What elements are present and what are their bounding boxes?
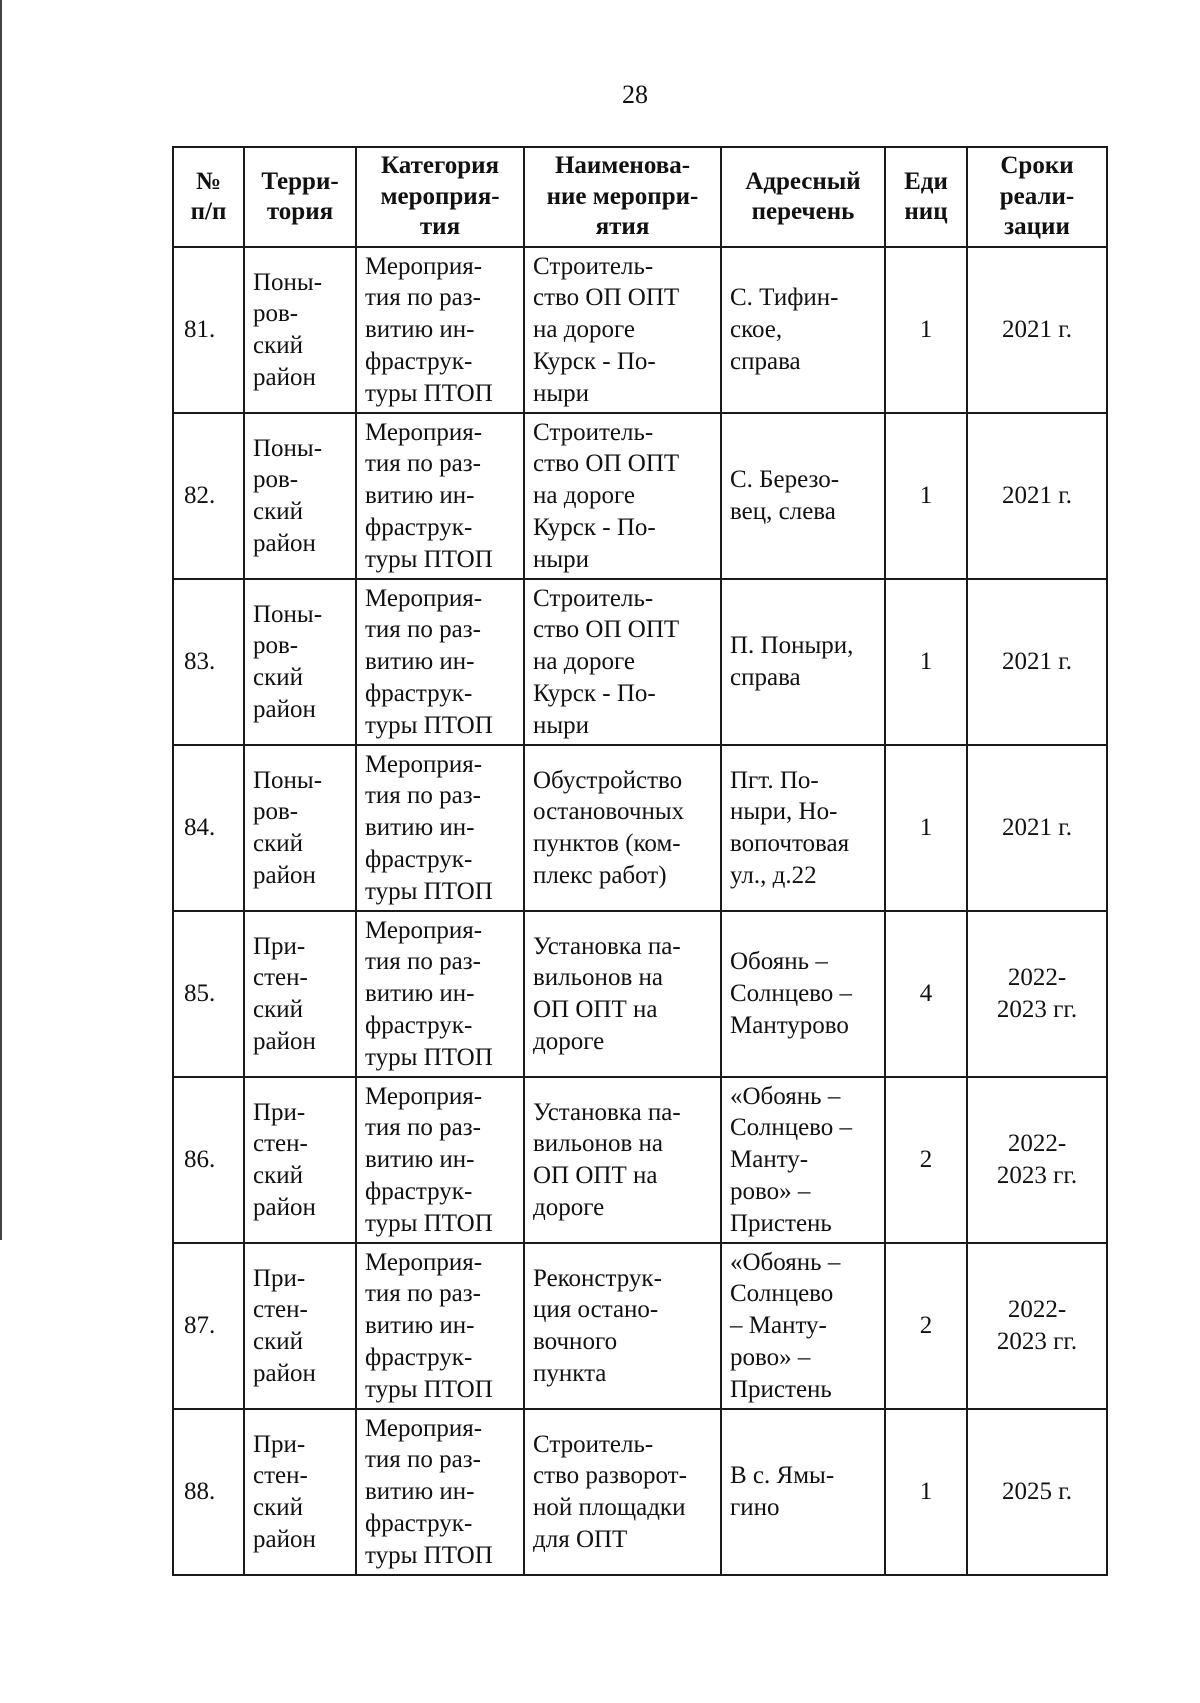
cell-number: 87. <box>173 1243 244 1409</box>
cell-units: 2 <box>885 1077 967 1243</box>
cell-event-name: Строитель- ство разворот- ной площадки для ОПТ <box>524 1409 721 1575</box>
cell-territory: При- стен- ский район <box>244 911 356 1077</box>
table-row <box>173 911 1107 1077</box>
cell-number: 84. <box>173 745 244 911</box>
cell-category: Мероприя- тия по раз- витию ин- фраструк- туры ПТОП <box>356 745 524 911</box>
table-row <box>173 1077 1107 1243</box>
table-header <box>173 147 1107 247</box>
cell-number: 88. <box>173 1409 244 1575</box>
cell-category: Мероприя- тия по раз- витию ин- фраструк- туры ПТОП <box>356 413 524 579</box>
cell-territory: Поны- ров- ский район <box>244 247 356 413</box>
cell-address: С. Тифин- ское, справа <box>721 247 885 413</box>
cell-address: Обоянь – Солнцево – Мантурово <box>721 911 885 1077</box>
header-cell-category: Категория мероприя- тия <box>356 147 524 247</box>
cell-address: С. Березо- вец, слева <box>721 413 885 579</box>
cell-period: 2021 г. <box>967 579 1107 745</box>
cell-category: Мероприя- тия по раз- витию ин- фраструк- туры ПТОП <box>356 1409 524 1575</box>
cell-event-name: Строитель- ство ОП ОПТ на дороге Курск - По- ныри <box>524 247 721 413</box>
cell-category: Мероприя- тия по раз- витию ин- фраструк- туры ПТОП <box>356 911 524 1077</box>
header-cell-event-name: Наименова- ние меропри- ятия <box>524 147 721 247</box>
cell-event-name: Обустройство остановочных пунктов (ком- плекс работ) <box>524 745 721 911</box>
table-row <box>173 247 1107 413</box>
cell-category: Мероприя- тия по раз- витию ин- фраструк- туры ПТОП <box>356 1243 524 1409</box>
cell-event-name: Строитель- ство ОП ОПТ на дороге Курск - По- ныри <box>524 579 721 745</box>
cell-units: 1 <box>885 413 967 579</box>
cell-address: Пгт. По- ныри, Но- вопочтовая ул., д.22 <box>721 745 885 911</box>
cell-event-name: Строитель- ство ОП ОПТ на дороге Курск - По- ныри <box>524 413 721 579</box>
cell-units: 1 <box>885 1409 967 1575</box>
table-body <box>173 247 1107 1575</box>
cell-territory: При- стен- ский район <box>244 1077 356 1243</box>
cell-number: 85. <box>173 911 244 1077</box>
cell-category: Мероприя- тия по раз- витию ин- фраструк- туры ПТОП <box>356 579 524 745</box>
table-row <box>173 1409 1107 1575</box>
scan-edge-line <box>0 0 2 1240</box>
cell-period: 2021 г. <box>967 247 1107 413</box>
table-row <box>173 1243 1107 1409</box>
header-cell-period: Сроки реали- зации <box>967 147 1107 247</box>
cell-number: 81. <box>173 247 244 413</box>
cell-period: 2022- 2023 гг. <box>967 911 1107 1077</box>
events-table <box>172 146 1108 1576</box>
header-cell-number: № п/п <box>173 147 244 247</box>
table-row <box>173 579 1107 745</box>
cell-number: 82. <box>173 413 244 579</box>
header-cell-address: Адресный перечень <box>721 147 885 247</box>
table-row <box>173 745 1107 911</box>
cell-number: 86. <box>173 1077 244 1243</box>
cell-period: 2025 г. <box>967 1409 1107 1575</box>
header-cell-units: Еди ниц <box>885 147 967 247</box>
page-number: 28 <box>622 80 648 109</box>
cell-number: 83. <box>173 579 244 745</box>
cell-address: П. Поныри, справа <box>721 579 885 745</box>
cell-address: «Обоянь – Солнцево – Манту- рово» – Пристень <box>721 1077 885 1243</box>
cell-territory: При- стен- ский район <box>244 1243 356 1409</box>
cell-event-name: Реконструк- ция остано- вочного пункта <box>524 1243 721 1409</box>
cell-category: Мероприя- тия по раз- витию ин- фраструк- туры ПТОП <box>356 247 524 413</box>
cell-address: «Обоянь – Солнцево – Манту- рово» – Пристень <box>721 1243 885 1409</box>
cell-units: 1 <box>885 247 967 413</box>
cell-period: 2022- 2023 гг. <box>967 1077 1107 1243</box>
cell-units: 1 <box>885 579 967 745</box>
cell-event-name: Установка па- вильонов на ОП ОПТ на дороге <box>524 911 721 1077</box>
cell-address: В с. Ямы- гино <box>721 1409 885 1575</box>
cell-period: 2021 г. <box>967 413 1107 579</box>
cell-units: 2 <box>885 1243 967 1409</box>
cell-period: 2021 г. <box>967 745 1107 911</box>
header-row <box>173 147 1107 247</box>
cell-event-name: Установка па- вильонов на ОП ОПТ на дороге <box>524 1077 721 1243</box>
cell-units: 1 <box>885 745 967 911</box>
header-cell-territory: Терри- тория <box>244 147 356 247</box>
table-row <box>173 413 1107 579</box>
cell-territory: Поны- ров- ский район <box>244 745 356 911</box>
cell-period: 2022- 2023 гг. <box>967 1243 1107 1409</box>
cell-territory: Поны- ров- ский район <box>244 413 356 579</box>
cell-territory: Поны- ров- ский район <box>244 579 356 745</box>
cell-territory: При- стен- ский район <box>244 1409 356 1575</box>
cell-category: Мероприя- тия по раз- витию ин- фраструк- туры ПТОП <box>356 1077 524 1243</box>
cell-units: 4 <box>885 911 967 1077</box>
